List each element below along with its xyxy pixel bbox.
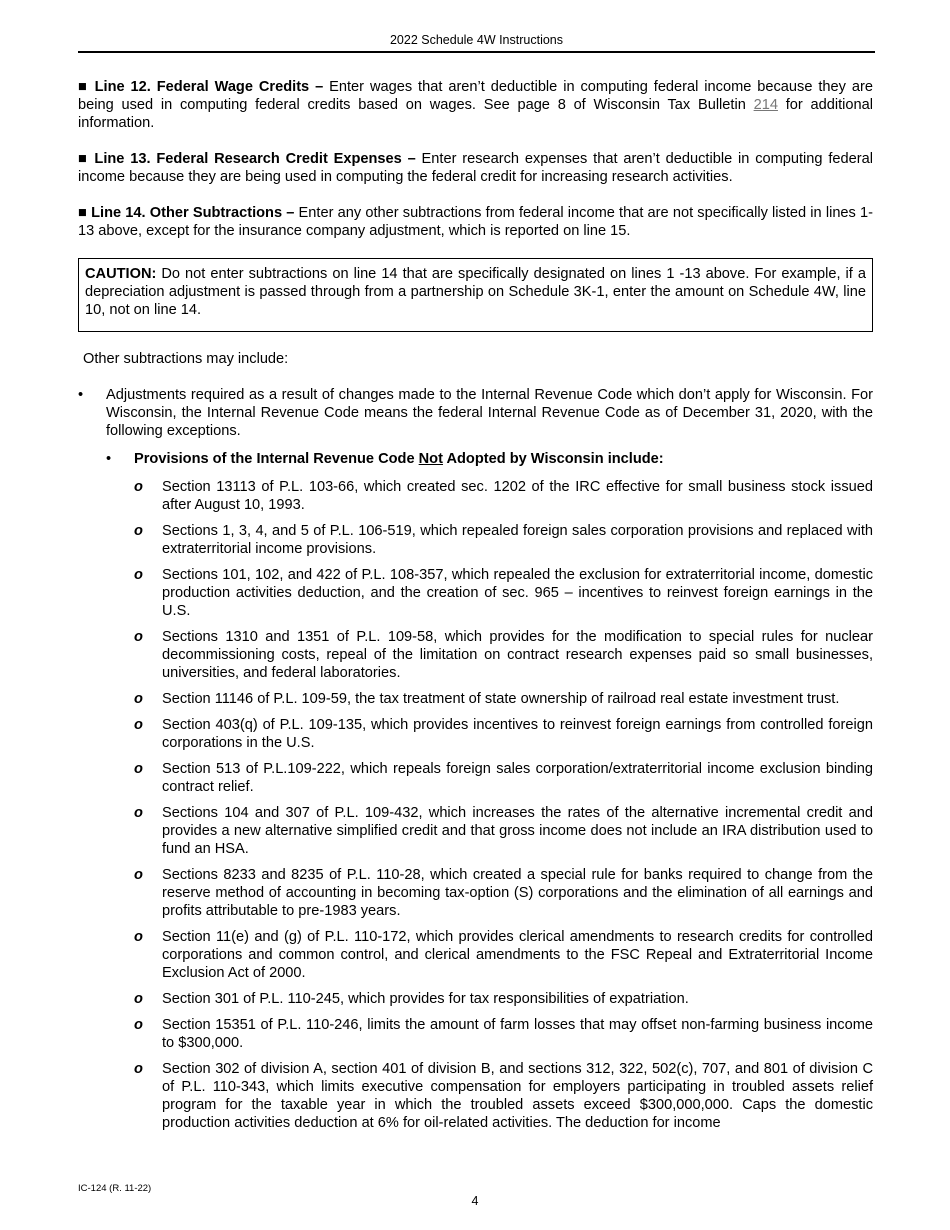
bullet-icon: • — [78, 387, 84, 403]
circle-bullet-icon: o — [134, 1017, 143, 1033]
circle-bullet-icon: o — [134, 717, 143, 733]
subheading-text-after: Adopted by Wisconsin include: — [442, 451, 664, 467]
circle-bullet-icon: o — [134, 523, 143, 539]
list-item — [78, 804, 873, 858]
bullet-icon: • — [106, 451, 112, 467]
subheading-text-before: Provisions of the Internal Revenue Code — [134, 451, 419, 467]
circle-bullet-icon: o — [134, 867, 143, 883]
list-item-text: Section 11146 of P.L. 109-59, the tax treatment of state ownership of railroad real estate investment trust. — [162, 691, 840, 707]
list-item-text: Section 15351 of P.L. 110-246, limits the amount of farm losses that may offset non-farming business income to $300,000. — [162, 1017, 873, 1051]
list-item-text: Sections 1310 and 1351 of P.L. 109-58, which provides for the modification to special rules for nuclear decommissioning costs, repeal of the limitation on contract research expenses paid so small businesses, universities, and federal laboratories. — [162, 629, 873, 681]
circle-bullet-icon: o — [134, 479, 143, 495]
circle-bullet-icon: o — [134, 929, 143, 945]
list-item — [78, 1016, 873, 1052]
caution-box — [78, 258, 873, 332]
line-12-text-after: for additional information. — [78, 97, 873, 131]
list-item — [78, 566, 873, 620]
circle-bullet-icon: o — [134, 567, 143, 583]
line-14-heading: ■ Line 14. Other Subtractions – — [78, 205, 295, 221]
subheading-emphasis: Not — [418, 451, 443, 467]
other-subtractions-intro: Other subtractions may include: — [83, 351, 289, 367]
list-item — [78, 716, 873, 752]
list-item-text: Section 513 of P.L.109-222, which repeals foreign sales corporation/extraterritorial income exclusion binding contract relief. — [162, 761, 873, 795]
list-item-text: Section 13113 of P.L. 103-66, which created sec. 1202 of the IRC effective for small business stock issued after August 10, 1993. — [162, 479, 873, 513]
list-item — [78, 628, 873, 682]
list-item — [78, 690, 873, 708]
line-12-heading: ■ Line 12. Federal Wage Credits – — [78, 79, 324, 95]
circle-bullet-icon: o — [134, 1061, 143, 1077]
line-14-text: Enter any other subtractions from federal income that are not specifically listed in lines 1-13 above, except for the insurance company adjustment, which is reported on line 15. — [78, 205, 874, 239]
adjustments-text: Adjustments required as a result of changes made to the Internal Revenue Code which don’t apply for Wisconsin. For Wisconsin, the Internal Revenue Code means the federal Internal Revenue Code as of December 31, 2020, with the following exceptions. — [106, 387, 873, 439]
tax-bulletin-214-link[interactable]: 214 — [753, 97, 778, 113]
list-item — [78, 1060, 873, 1132]
list-item-text: Sections 1, 3, 4, and 5 of P.L. 106-519, which repealed foreign sales corporation provisions and replaced with extraterritorial income provisions. — [162, 523, 873, 557]
form-identifier: IC-124 (R. 11-22) — [78, 1183, 152, 1194]
list-item-text: Sections 8233 and 8235 of P.L. 110-28, which created a special rule for banks required to change from the reserve method of accounting in becoming tax-option (S) corporations and the elimination of all earnings and profits attributable to pre-1983 years. — [162, 867, 873, 919]
list-item — [78, 928, 873, 982]
list-item — [78, 866, 873, 920]
list-item — [78, 522, 873, 558]
list-item — [78, 990, 873, 1008]
list-item-text: Section 302 of division A, section 401 of division B, and sections 312, 322, 502(c), 707, and 801 of division C of P.L. 110-343, which limits executive compensation for employers participating in troubled assets relief program for the taxable year in which the troubled assets exceed $300,000,000. Caps the domestic production activities deduction at 6% for oil-related activities. The deduction for income — [162, 1061, 873, 1131]
page-header: 2022 Schedule 4W Instructions — [78, 32, 875, 53]
page-number: 4 — [471, 1194, 479, 1208]
list-item-text: Sections 104 and 307 of P.L. 109-432, which increases the rates of the alternative incremental credit and provides a new alternative simplified credit and that gross income does not include an IRA distribution used to fund an HSA. — [162, 805, 873, 857]
line-12-text-before: Enter wages that aren’t deductible in computing federal income because they are being used in computing federal credits based on wages. See page 8 of Wisconsin Tax Bulletin — [78, 79, 873, 113]
not-adopted-provisions-list — [78, 478, 873, 1132]
list-item-text: Section 301 of P.L. 110-245, which provides for tax responsibilities of expatriation. — [162, 991, 689, 1007]
line-13-paragraph — [78, 150, 873, 186]
list-item — [78, 760, 873, 796]
list-item — [78, 478, 873, 514]
line-13-heading: ■ Line 13. Federal Research Credit Expenses – — [78, 151, 416, 167]
page-content — [78, 78, 873, 1140]
line-13-text: Enter research expenses that aren’t deductible in computing federal income because they are being used in computing the federal credit for increasing research activities. — [78, 151, 873, 185]
line-12-paragraph — [78, 78, 873, 132]
caution-text: Do not enter subtractions on line 14 that are specifically designated on lines 1 -13 above. For example, if a depreciation adjustment is passed through from a partnership on Schedule 3K-1, enter the amount on Schedule 4W, line 10, not on line 14. — [85, 266, 866, 318]
list-item-text: Section 403(q) of P.L. 109-135, which provides incentives to reinvest foreign earnings from controlled foreign corporations in the U.S. — [162, 717, 873, 751]
list-item-text: Sections 101, 102, and 422 of P.L. 108-357, which repealed the exclusion for extraterritorial income, domestic production activities deduction, and the creation of sec. 965 – incentives to reinvest foreign earnings in the U.S. — [162, 567, 873, 619]
circle-bullet-icon: o — [134, 991, 143, 1007]
circle-bullet-icon: o — [134, 805, 143, 821]
caution-label: CAUTION: — [85, 266, 157, 282]
not-adopted-subheading — [78, 450, 873, 468]
circle-bullet-icon: o — [134, 761, 143, 777]
line-14-paragraph — [78, 204, 873, 240]
circle-bullet-icon: o — [134, 629, 143, 645]
circle-bullet-icon: o — [134, 691, 143, 707]
list-item-text: Section 11(e) and (g) of P.L. 110-172, which provides clerical amendments to research credits for controlled corporations and common control, and clerical amendments to the FSC Repeal and Extraterritorial Income Exclusion Act of 2000. — [162, 929, 873, 981]
adjustments-bullet-item — [78, 386, 873, 440]
